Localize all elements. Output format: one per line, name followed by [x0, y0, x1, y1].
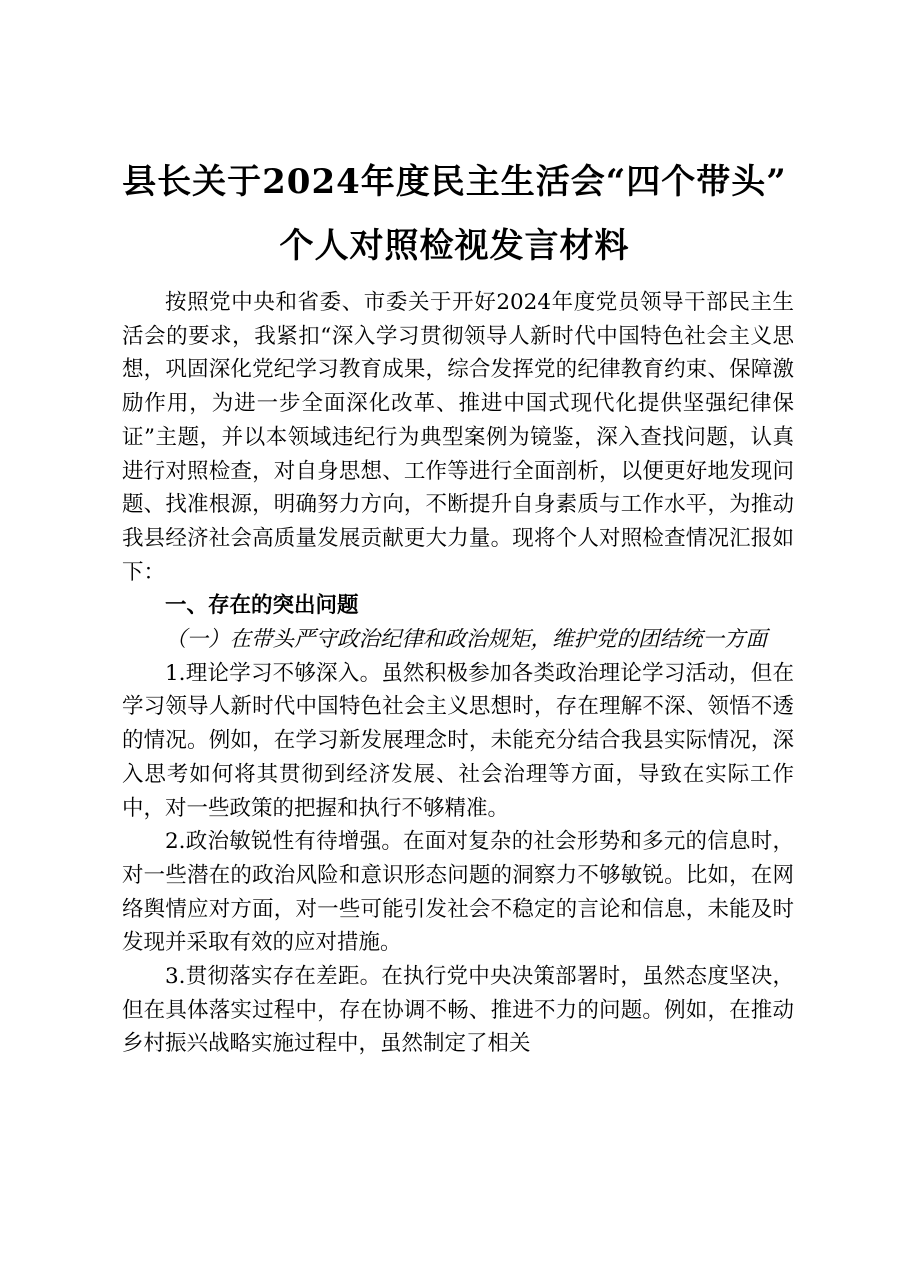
document-title-line-1: 县长关于2024年度民主生活会“四个带头”: [122, 162, 787, 202]
item-2-paragraph: 2.政治敏锐性有待增强。在面对复杂的社会形势和多元的信息时，对一些潜在的政治风险和意识形态问题的洞察力不够敏锐。比如，在网络舆情应对方面，对一些可能引发社会不稳定的言论和信息，未能及时发现并采取有效的应对措施。: [122, 829, 794, 956]
document-body: [122, 286, 794, 1061]
section-1-heading: 一、存在的突出问题: [165, 593, 359, 619]
subsection-1-heading: （一）在带头严守政治纪律和政治规矩，维护党的团结统一方面: [165, 627, 768, 653]
document-title-line-2: 个人对照检视发言材料: [279, 226, 630, 266]
item-3-paragraph: 3.贯彻落实存在差距。在执行党中央决策部署时，虽然态度坚决，但在具体落实过程中，存在协调不畅、推进不力的问题。例如，在推动乡村振兴战略实施过程中，虽然制定了相关: [122, 964, 794, 1057]
intro-paragraph: 按照党中央和省委、市委关于开好2024年度党员领导干部民主生活会的要求，我紧扣“深入学习贯彻领导人新时代中国特色社会主义思想，巩固深化党纪学习教育成果，综合发挥党的纪律教育约束、保障激励作用，为进一步全面深化改革、推进中国式现代化提供坚强纪律保证”主题，并以本领域违纪行为典型案例为镜鉴，深入查找问题，认真进行对照检查，对自身思想、工作等进行全面剖析，以便更好地发现问题、找准根源，明确努力方向，不断提升自身素质与工作水平，为推动我县经济社会高质量发展贡献更大力量。现将个人对照检查情况汇报如下：: [122, 290, 794, 585]
item-1-paragraph: 1.理论学习不够深入。虽然积极参加各类政治理论学习活动，但在学习领导人新时代中国特色社会主义思想时，存在理解不深、领悟不透的情况。例如，在学习新发展理念时，未能充分结合我县实际情况，深入思考如何将其贯彻到经济发展、社会治理等方面，导致在实际工作中，对一些政策的把握和执行不够精准。: [122, 660, 794, 821]
